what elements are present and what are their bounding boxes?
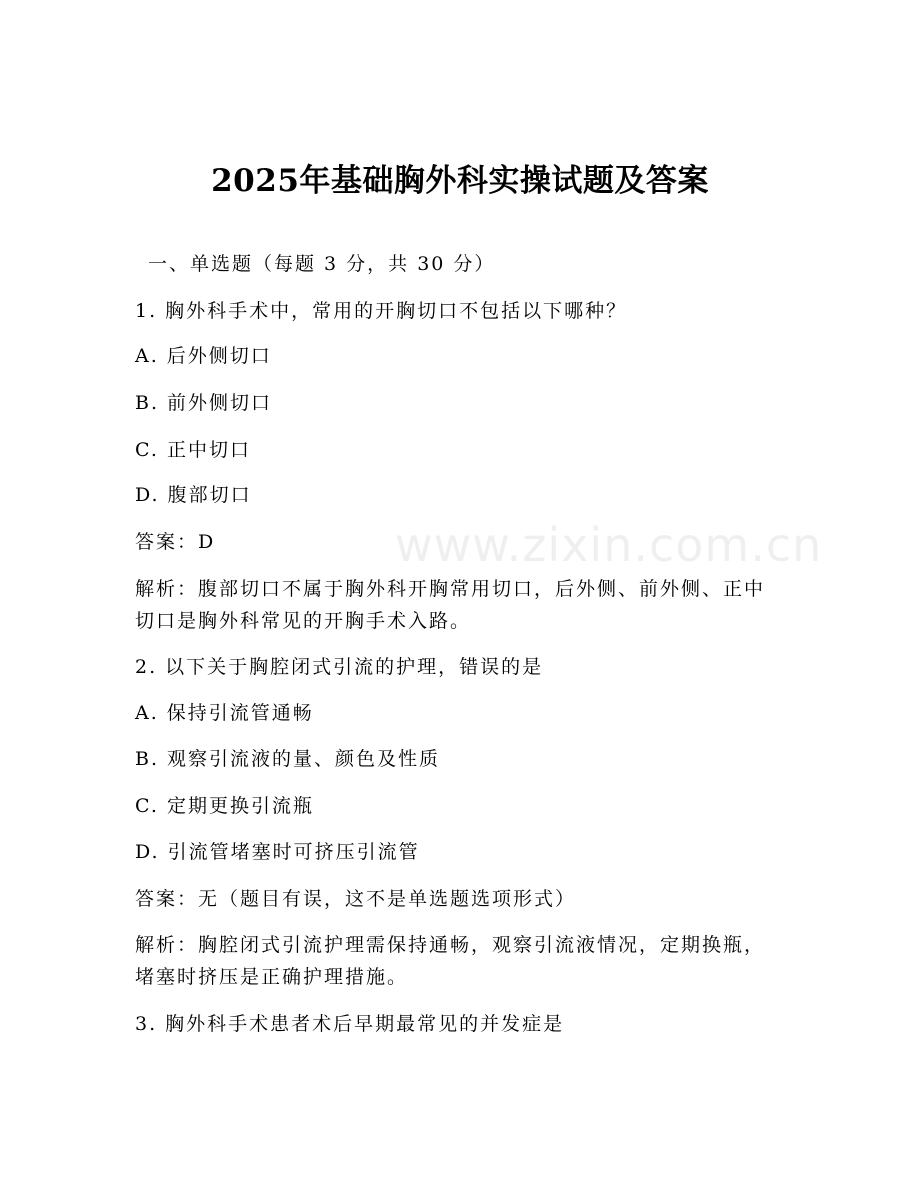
watermark: www.zixin.com.cn <box>395 518 823 572</box>
question-1-stem: 1. 胸外科手术中，常用的开胸切口不包括以下哪种？ <box>135 300 628 322</box>
question-2-analysis: 解析：胸腔闭式引流护理需保持通畅，观察引流液情况，定期换瓶，堵塞时挤压是正确护理措施。 <box>135 934 766 988</box>
question-2-answer: 答案：无（题目有误，这不是单选题选项形式） <box>135 888 577 910</box>
document-title: 2025年基础胸外科实操试题及答案 <box>211 163 709 199</box>
question-2-option-b: B. 观察引流液的量、颜色及性质 <box>135 748 441 770</box>
question-2-option-c: C. 定期更换引流瓶 <box>135 795 314 817</box>
question-1-option-d: D. 腹部切口 <box>135 484 252 506</box>
question-1-option-b: B. 前外侧切口 <box>135 392 273 414</box>
question-3-stem: 3. 胸外科手术患者术后早期最常见的并发症是 <box>135 1013 565 1035</box>
question-1-option-c: C. 正中切口 <box>135 439 251 461</box>
question-1-answer: 答案：D <box>135 531 216 553</box>
question-2-option-a: A. 保持引流管通畅 <box>135 702 314 724</box>
question-1-option-a: A. 后外侧切口 <box>135 345 272 367</box>
question-1-analysis: 解析：腹部切口不属于胸外科开胸常用切口，后外侧、前外侧、正中切口是胸外科常见的开胸手术入路。 <box>135 578 766 632</box>
question-2-option-d: D. 引流管堵塞时可挤压引流管 <box>135 841 420 863</box>
question-2-stem: 2. 以下关于胸腔闭式引流的护理，错误的是 <box>135 656 544 678</box>
section-heading: 一、单选题（每题 3 分，共 30 分） <box>148 253 496 275</box>
